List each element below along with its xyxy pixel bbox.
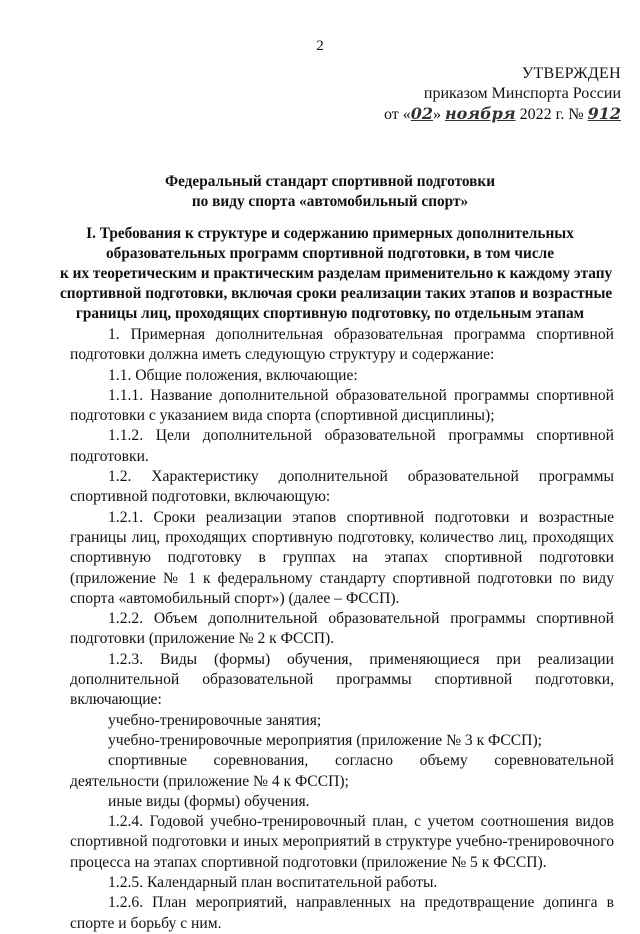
section-heading-line: границы лиц, проходящих спортивную подготовку, по отдельным этапам: [75, 305, 585, 322]
paragraph: 1.1. Общие положения, включающие:: [108, 366, 358, 384]
section-heading-line: к их теоретическим и практическим разделам применительно к каждому этапу: [60, 265, 613, 282]
approval-block: [381, 64, 621, 125]
order-date-line: [381, 104, 621, 125]
paragraph: 1.1.2. Цели дополнительной образовательной программы спортивной подготовки.: [70, 427, 614, 465]
section-heading-line: образовательных программ спортивной подготовки, в том числе: [106, 245, 554, 262]
paragraph: 1.1.1. Название дополнительной образовательной программы спортивной подготовки с указанием вида спорта (спортивной дисциплины);: [70, 386, 614, 425]
paragraph: 1.2.4. Годовой учебно-тренировочный план, с учетом соотношения видов спортивной подготовки и иных мероприятий в структуре учебно-тренировочного процесса на этапах спортивной подготовки (приложение № 5 к ФССП).: [70, 813, 614, 871]
paragraph: спортивные соревнования, согласно объему соревновательной деятельности (приложение № 4 к ФССП);: [70, 752, 614, 790]
approved-heading: УТВЕРЖДЕН: [521, 65, 621, 82]
date-mid: »: [433, 106, 442, 123]
handwritten-month: ноября: [445, 104, 516, 123]
paragraph: иные виды (формы) обучения.: [108, 792, 310, 810]
document-title: [60, 172, 600, 212]
section-heading-line: I. Требования к структуре и содержанию примерных дополнительных: [86, 225, 574, 242]
body-text: [70, 325, 614, 934]
page-number: 2: [316, 38, 324, 54]
title-line: по виду спорта «автомобильный спорт»: [191, 193, 469, 210]
handwritten-day: 02: [410, 104, 434, 123]
title-line: Федеральный стандарт спортивной подготовки: [164, 173, 496, 190]
paragraph: 1. Примерная дополнительная образовательная программа спортивной подготовки должна иметь следующую структуру и содержание:: [70, 326, 614, 364]
date-prefix: от «: [383, 106, 411, 123]
paragraph: 1.2.5. Календарный план воспитательной работы.: [108, 874, 438, 892]
order-reference: приказом Минспорта России: [423, 85, 621, 102]
handwritten-order-number: 912: [587, 104, 621, 123]
order-year: 2022 г. №: [519, 106, 584, 123]
paragraph: 1.2. Характеристику дополнительной образовательной программы спортивной подготовки, включающую:: [70, 468, 614, 506]
section-heading-line: спортивной подготовки, включая сроки реализации таких этапов и возрастные: [60, 285, 613, 302]
paragraph: 1.2.6. План мероприятий, направленных на предотвращение допинга в спорте и борьбу с ним.: [70, 894, 614, 932]
section-heading: [60, 224, 613, 324]
paragraph: 1.2.3. Виды (формы) обучения, применяющиеся при реализации дополнительной образовательной программы спортивной подготовки, включающие:: [70, 650, 614, 709]
paragraph: 1.2.2. Объем дополнительной образовательной программы спортивной подготовки (приложение № 2 к ФССП).: [70, 610, 614, 648]
paragraph: 1.2.1. Сроки реализации этапов спортивной подготовки и возрастные границы лиц, проходящих спортивную подготовку, количество лиц, проходящих спортивную подготовку в группах на этапах спортивной подготовки (приложение № 1 к федеральному стандарту спортивной подготовки по виду спорта «автомобильный спорт») (далее – ФССП).: [70, 508, 614, 607]
paragraph: учебно-тренировочные занятия;: [108, 711, 322, 729]
paragraph: учебно-тренировочные мероприятия (приложение № 3 к ФССП);: [108, 731, 542, 749]
